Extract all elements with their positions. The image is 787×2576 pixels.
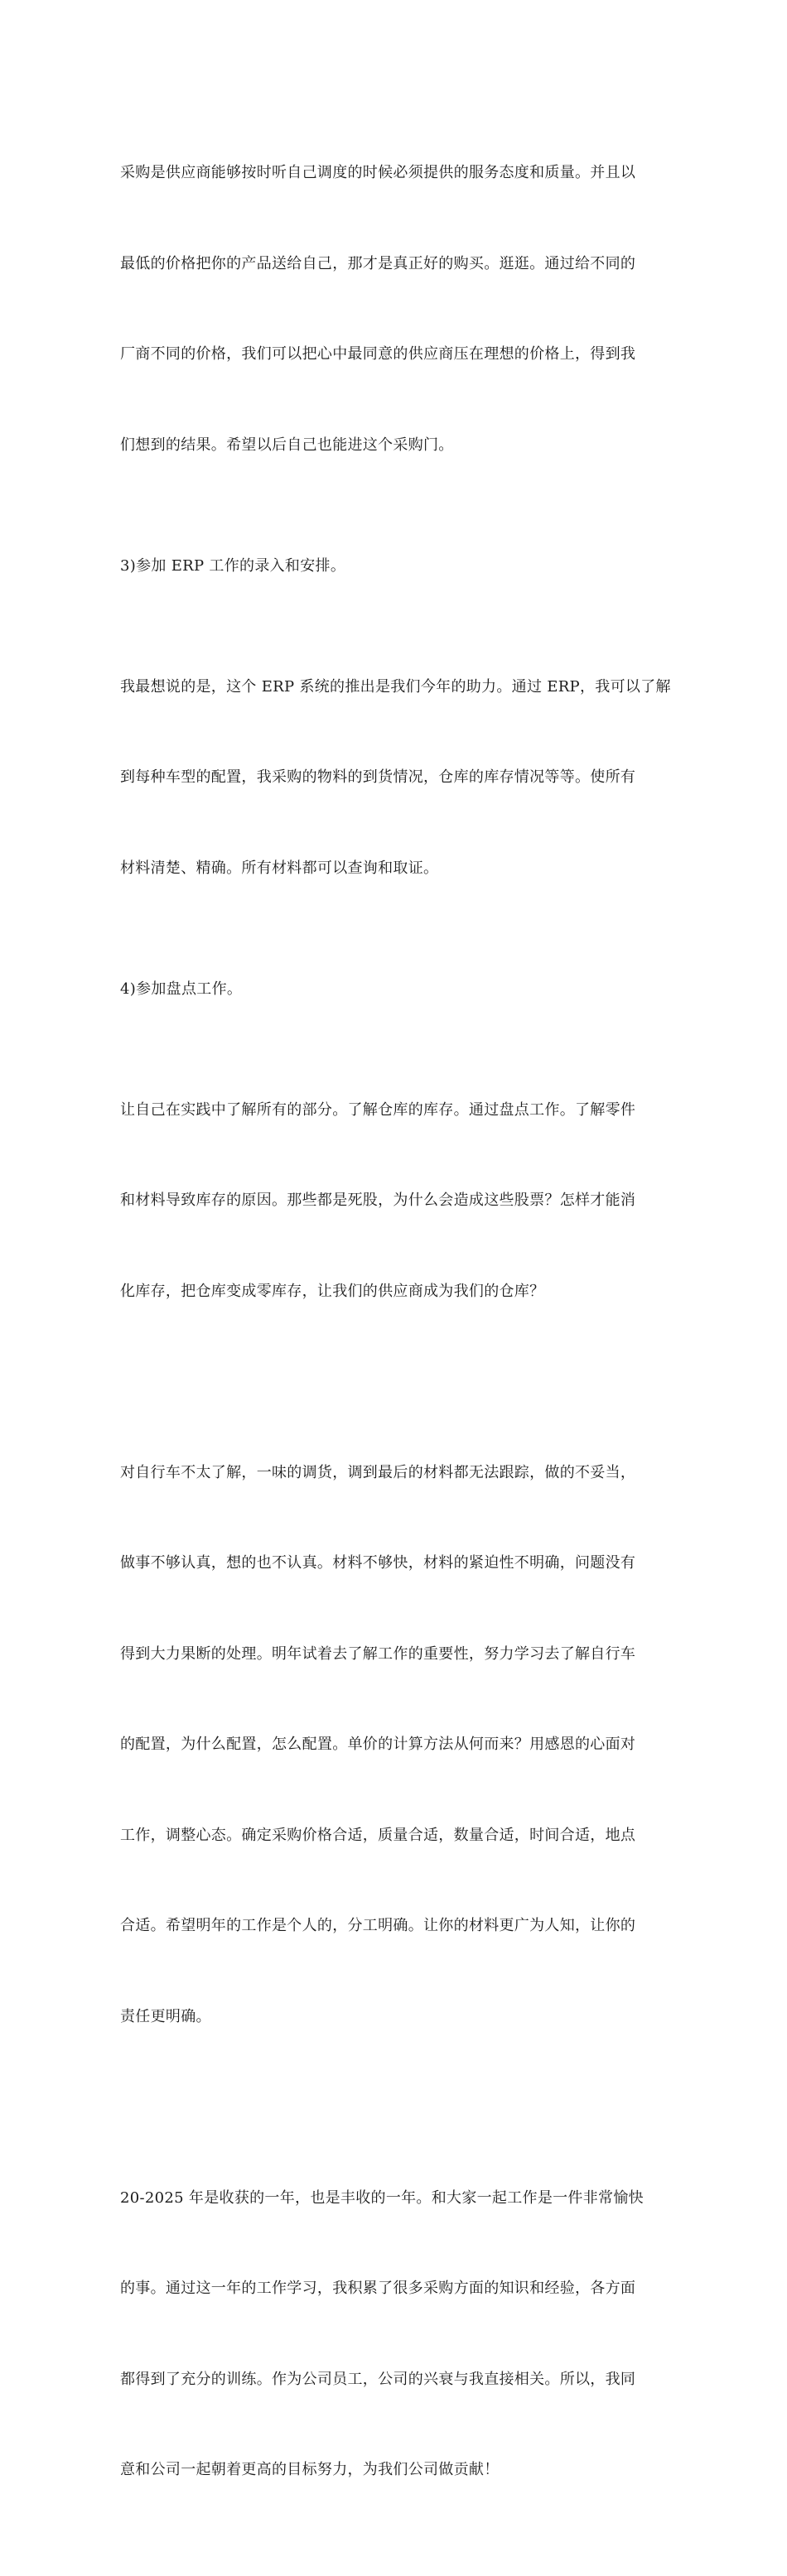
text-line: 化库存，把仓库变成零库存，让我们的供应商成为我们的仓库？: [120, 1282, 545, 1300]
text-line: 采购是供应商能够按时听自己调度的时候必须提供的服务态度和质量。并且以: [120, 164, 636, 181]
paragraph-inventory-practice: [120, 1035, 671, 1368]
text-line: 20-2025 年是收获的一年，也是丰收的一年。和大家一起工作是一件非常愉快: [120, 2188, 644, 2207]
text-line: 工作，调整心态。确定采购价格合适，质量合适，数量合适，时间合适，地点: [120, 1826, 636, 1844]
text-line: 都得到了充分的训练。作为公司员工，公司的兴衰与我直接相关。所以，我同: [120, 2370, 636, 2388]
text-line: 意和公司一起朝着更高的目标努力，为我们公司做贡献！: [120, 2461, 500, 2478]
text-line: 4)参加盘点工作。: [120, 980, 243, 998]
text-line: 对自行车不太了解，一味的调货，调到最后的材料都无法跟踪，做的不妥当，: [120, 1463, 636, 1481]
paragraph-erp-system: [120, 612, 671, 945]
text-line: 的事。通过这一年的工作学习，我积累了很多采购方面的知识和经验，各方面: [120, 2280, 636, 2297]
text-line: 到每种车型的配置，我采购的物料的到货情况，仓库的库存情况等等。使所有: [120, 768, 636, 786]
text-line: 最低的价格把你的产品送给自己，那才是真正好的购买。逛逛。通过给不同的: [120, 254, 636, 272]
section-heading-erp: [120, 551, 671, 582]
paragraph-year-summary: [120, 2123, 671, 2546]
text-line: 材料清楚、精确。所有材料都可以查询和取证。: [120, 859, 439, 877]
text-line: 让自己在实践中了解所有的部分。了解仓库的库存。通过盘点工作。了解零件: [120, 1100, 636, 1119]
text-line: 们想到的结果。希望以后自己也能进这个采购门。: [120, 436, 454, 454]
text-line: 做事不够认真，想的也不认真。材料不够快，材料的紧迫性不明确，问题没有: [120, 1554, 636, 1572]
document-body: [120, 98, 671, 2576]
text-line: 的配置，为什么配置，怎么配置。单价的计算方法从何而来？用感恩的心面对: [120, 1736, 636, 1753]
text-line: 厂商不同的价格，我们可以把心中最同意的供应商压在理想的价格上，得到我: [120, 345, 636, 363]
text-line: 合适。希望明年的工作是个人的，分工明确。让你的材料更广为人知，让你的: [120, 1917, 636, 1934]
text-line: 3)参加 ERP 工作的录入和安排。: [120, 556, 346, 575]
text-line: 责任更明确。: [120, 2007, 211, 2025]
text-line: 和材料导致库存的原因。那些都是死股，为什么会造成这些股票？怎样才能消: [120, 1192, 636, 1209]
paragraph-procurement-quality: [120, 98, 671, 521]
text-line: 得到大力果断的处理。明年试着去了解工作的重要性，努力学习去了解自行车: [120, 1644, 636, 1663]
section-heading-inventory: [120, 975, 671, 1005]
paragraph-shortcomings: [120, 1398, 671, 2093]
text-line: 我最想说的是，这个 ERP 系统的推出是我们今年的助力。通过 ERP，我可以了解: [120, 677, 671, 696]
